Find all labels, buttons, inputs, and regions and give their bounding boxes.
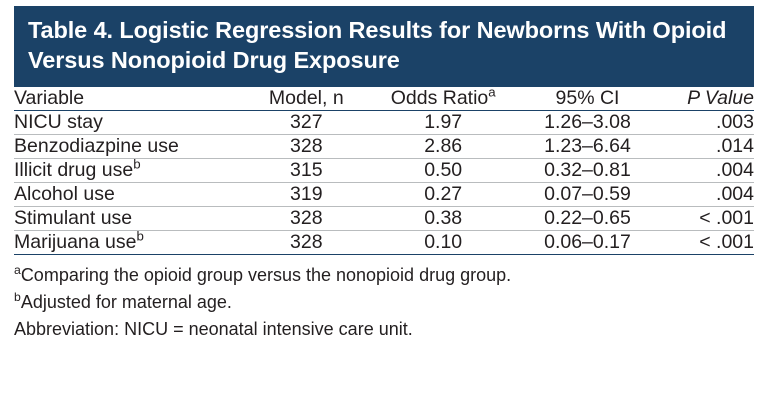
cell-model-n: 327 [243, 111, 369, 135]
cell-p-value: .004 [658, 159, 754, 183]
cell-variable [14, 207, 243, 231]
cell-variable [14, 183, 243, 207]
table-title-bar [14, 6, 754, 87]
cell-model-n: 328 [243, 207, 369, 231]
table-row [14, 231, 754, 255]
cell-variable [14, 228, 243, 255]
footnote-a-marker: a [14, 262, 21, 277]
table-container [14, 6, 754, 343]
cell-variable-text: Illicit drug use [14, 159, 134, 182]
table-row [14, 207, 754, 231]
column-header-odds-ratio-footnote-marker: a [488, 84, 496, 100]
cell-variable-text: Stimulant use [14, 207, 133, 230]
column-header-ci-label: 95% CI [555, 87, 620, 110]
table-row [14, 135, 754, 159]
cell-variable-footnote-marker: b [136, 228, 144, 244]
cell-p-value: .003 [658, 111, 754, 135]
cell-model-n: 328 [243, 135, 369, 159]
footnote-b [14, 289, 754, 316]
cell-ci: 0.32–0.81 [517, 159, 658, 183]
footnote-abbreviation-text: Abbreviation: NICU = neonatal intensive care unit. [14, 318, 413, 339]
cell-variable-text: NICU stay [14, 111, 103, 134]
table-header-row [14, 87, 754, 111]
table-row [14, 183, 754, 207]
table-row [14, 111, 754, 135]
cell-odds-ratio: 1.97 [369, 111, 517, 135]
cell-model-n: 319 [243, 183, 369, 207]
cell-variable [14, 156, 243, 183]
cell-variable [14, 111, 243, 135]
results-table [14, 84, 754, 255]
column-header-variable-label: Variable [14, 87, 85, 110]
cell-ci: 1.23–6.64 [517, 135, 658, 159]
column-header-variable [14, 87, 243, 111]
column-header-model-n-label: Model, n [268, 87, 344, 110]
footnote-a [14, 262, 754, 289]
cell-model-n: 328 [243, 231, 369, 255]
table-footnotes [14, 255, 754, 343]
table-row [14, 159, 754, 183]
footnote-b-text: Adjusted for maternal age. [20, 291, 232, 312]
cell-variable-text: Marijuana use [14, 231, 137, 254]
column-header-p-value [658, 87, 754, 111]
column-header-odds-ratio-label: Odds Ratio [390, 87, 489, 110]
cell-odds-ratio: 0.50 [369, 159, 517, 183]
cell-p-value: .004 [658, 183, 754, 207]
cell-ci: 1.26–3.08 [517, 111, 658, 135]
column-header-p-value-label: P Value [687, 87, 754, 110]
column-header-odds-ratio [369, 84, 517, 111]
cell-odds-ratio: 2.86 [369, 135, 517, 159]
cell-odds-ratio: 0.38 [369, 207, 517, 231]
cell-p-value: < .001 [658, 231, 754, 255]
cell-ci: 0.07–0.59 [517, 183, 658, 207]
footnote-b-marker: b [14, 289, 21, 304]
footnote-a-text: Comparing the opioid group versus the nonopioid drug group. [20, 264, 512, 285]
cell-odds-ratio: 0.27 [369, 183, 517, 207]
cell-model-n: 315 [243, 159, 369, 183]
column-header-ci [517, 87, 658, 111]
cell-variable-text: Alcohol use [14, 183, 115, 206]
cell-variable-footnote-marker: b [133, 156, 141, 172]
table-title: Table 4. Logistic Regression Results for Newborns With Opioid Versus Nonopioid Drug Exposure [28, 17, 727, 74]
cell-ci: 0.22–0.65 [517, 207, 658, 231]
cell-ci: 0.06–0.17 [517, 231, 658, 255]
cell-p-value: .014 [658, 135, 754, 159]
footnote-abbreviation [14, 316, 754, 343]
cell-variable-text: Benzodiazpine use [14, 135, 179, 158]
cell-variable [14, 135, 243, 159]
cell-p-value: < .001 [658, 207, 754, 231]
cell-odds-ratio: 0.10 [369, 231, 517, 255]
column-header-model-n [243, 87, 369, 111]
